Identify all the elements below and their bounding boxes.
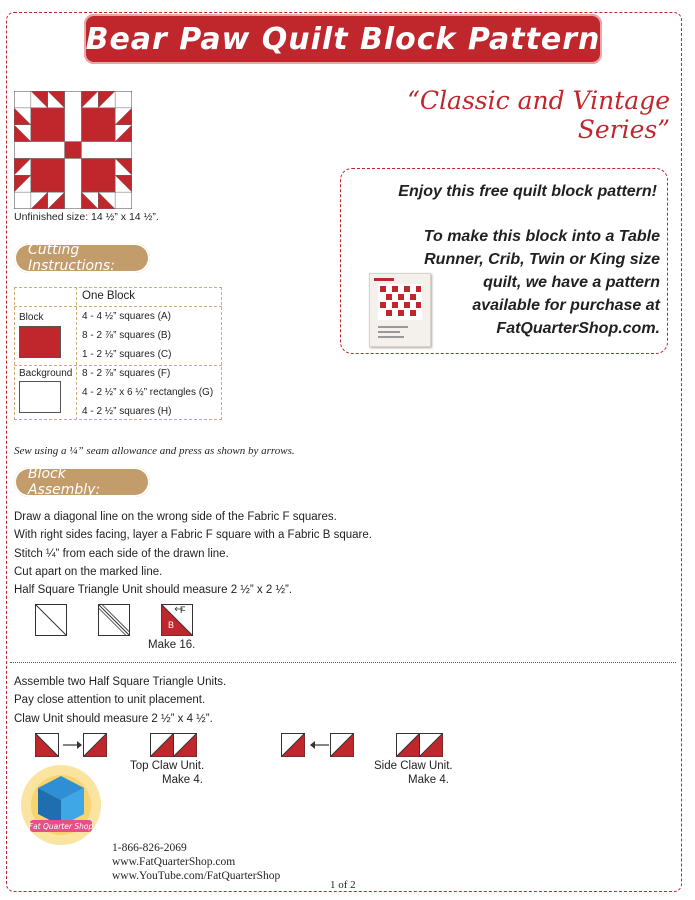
- series-subtitle: “Classic and Vintage Series”: [407, 86, 670, 144]
- table-divider: [14, 306, 222, 307]
- hst-unit-diagram: [161, 604, 193, 636]
- instruction-line: Assemble two Half Square Triangle Units.: [14, 676, 227, 688]
- promo-line: To make this block into a Table: [423, 228, 660, 245]
- section-separator: [10, 662, 676, 663]
- side-claw-diagram: [281, 733, 451, 757]
- instruction-line: Half Square Triangle Unit should measure 2 ½” x 2 ½”.: [14, 584, 293, 597]
- thumbnail-quilt-icon: [370, 274, 430, 346]
- background-fabric-swatch: [19, 381, 61, 413]
- youtube-link[interactable]: www.YouTube.com/FatQuarterShop: [112, 870, 281, 882]
- paw-square: [81, 108, 115, 142]
- fat-quarter-shop-logo: [18, 762, 104, 848]
- top-claw-label: Top Claw Unit.: [130, 760, 205, 772]
- page-title: Bear Paw Quilt Block Pattern: [84, 14, 602, 64]
- side-claw-make: Make 4.: [408, 774, 449, 786]
- side-claw-label: Side Claw Unit.: [374, 760, 453, 772]
- cutting-item: 1 - 2 ½” squares (C): [82, 349, 172, 360]
- paw-square: [31, 158, 65, 192]
- cutting-instructions-heading: Cutting Instructions:: [14, 243, 150, 273]
- table-divider: [14, 365, 222, 366]
- instruction-line: Claw Unit should measure 2 ½” x 4 ½”.: [14, 712, 213, 725]
- cutting-item: 4 - 4 ½” squares (A): [82, 311, 171, 322]
- promo-headline: Enjoy this free quilt block pattern!: [398, 183, 657, 200]
- center-square: [65, 142, 82, 159]
- cutting-item: 4 - 2 ½” squares (H): [82, 406, 172, 417]
- instruction-line: With right sides facing, layer a Fabric F square with a Fabric B square.: [14, 529, 372, 542]
- instruction-line: Pay close attention to unit placement.: [14, 694, 206, 707]
- make-16-note: Make 16.: [148, 639, 196, 651]
- seam-note: Sew using a ¼” seam allowance and press as shown by arrows.: [14, 445, 295, 457]
- logo-text: Fat Quarter Shop: [28, 822, 94, 831]
- top-claw-make: Make 4.: [162, 774, 203, 786]
- cutting-item: 8 - 2 ⅞” squares (B): [82, 330, 171, 341]
- promo-line: available for purchase at: [472, 297, 660, 314]
- paw-square: [81, 158, 115, 192]
- cutting-column-header: One Block: [82, 290, 136, 302]
- instruction-line: Stitch ¼” from each side of the drawn line.: [14, 547, 229, 560]
- block-fabric-swatch: [19, 326, 61, 358]
- marked-square-diagram: [35, 604, 67, 636]
- step1-instructions: [14, 508, 372, 599]
- phone-number: 1-866-826-2069: [112, 842, 187, 854]
- bear-paw-block-image: [14, 91, 132, 209]
- cutting-item: 8 - 2 ⅞” squares (F): [82, 368, 171, 379]
- hst-label-b: B: [168, 620, 175, 630]
- background-fabric-label: Background: [19, 368, 73, 379]
- step2-instructions: [14, 673, 226, 728]
- hst-label-f: F: [180, 605, 186, 615]
- block-assembly-heading: Block Assembly:: [14, 467, 150, 497]
- pattern-thumbnail-image: [369, 273, 431, 347]
- instruction-line: Cut apart on the marked line.: [14, 565, 163, 578]
- instruction-line: Draw a diagonal line on the wrong side of the Fabric F squares.: [14, 511, 337, 523]
- paw-square: [31, 108, 65, 142]
- top-claw-diagram: [35, 733, 205, 757]
- unfinished-size-note: Unfinished size: 14 ½” x 14 ½”.: [14, 211, 159, 223]
- block-fabric-label: Block: [19, 312, 44, 323]
- cutting-item: 4 - 2 ½” x 6 ½” rectangles (G): [82, 387, 214, 398]
- website-link[interactable]: www.FatQuarterShop.com: [112, 856, 236, 868]
- promo-link[interactable]: FatQuarterShop.com.: [496, 320, 660, 337]
- stitched-square-diagram: [98, 604, 130, 636]
- promo-line: quilt, we have a pattern: [483, 274, 660, 291]
- page-number: 1 of 2: [330, 879, 356, 891]
- promo-line: Runner, Crib, Twin or King size: [424, 251, 660, 268]
